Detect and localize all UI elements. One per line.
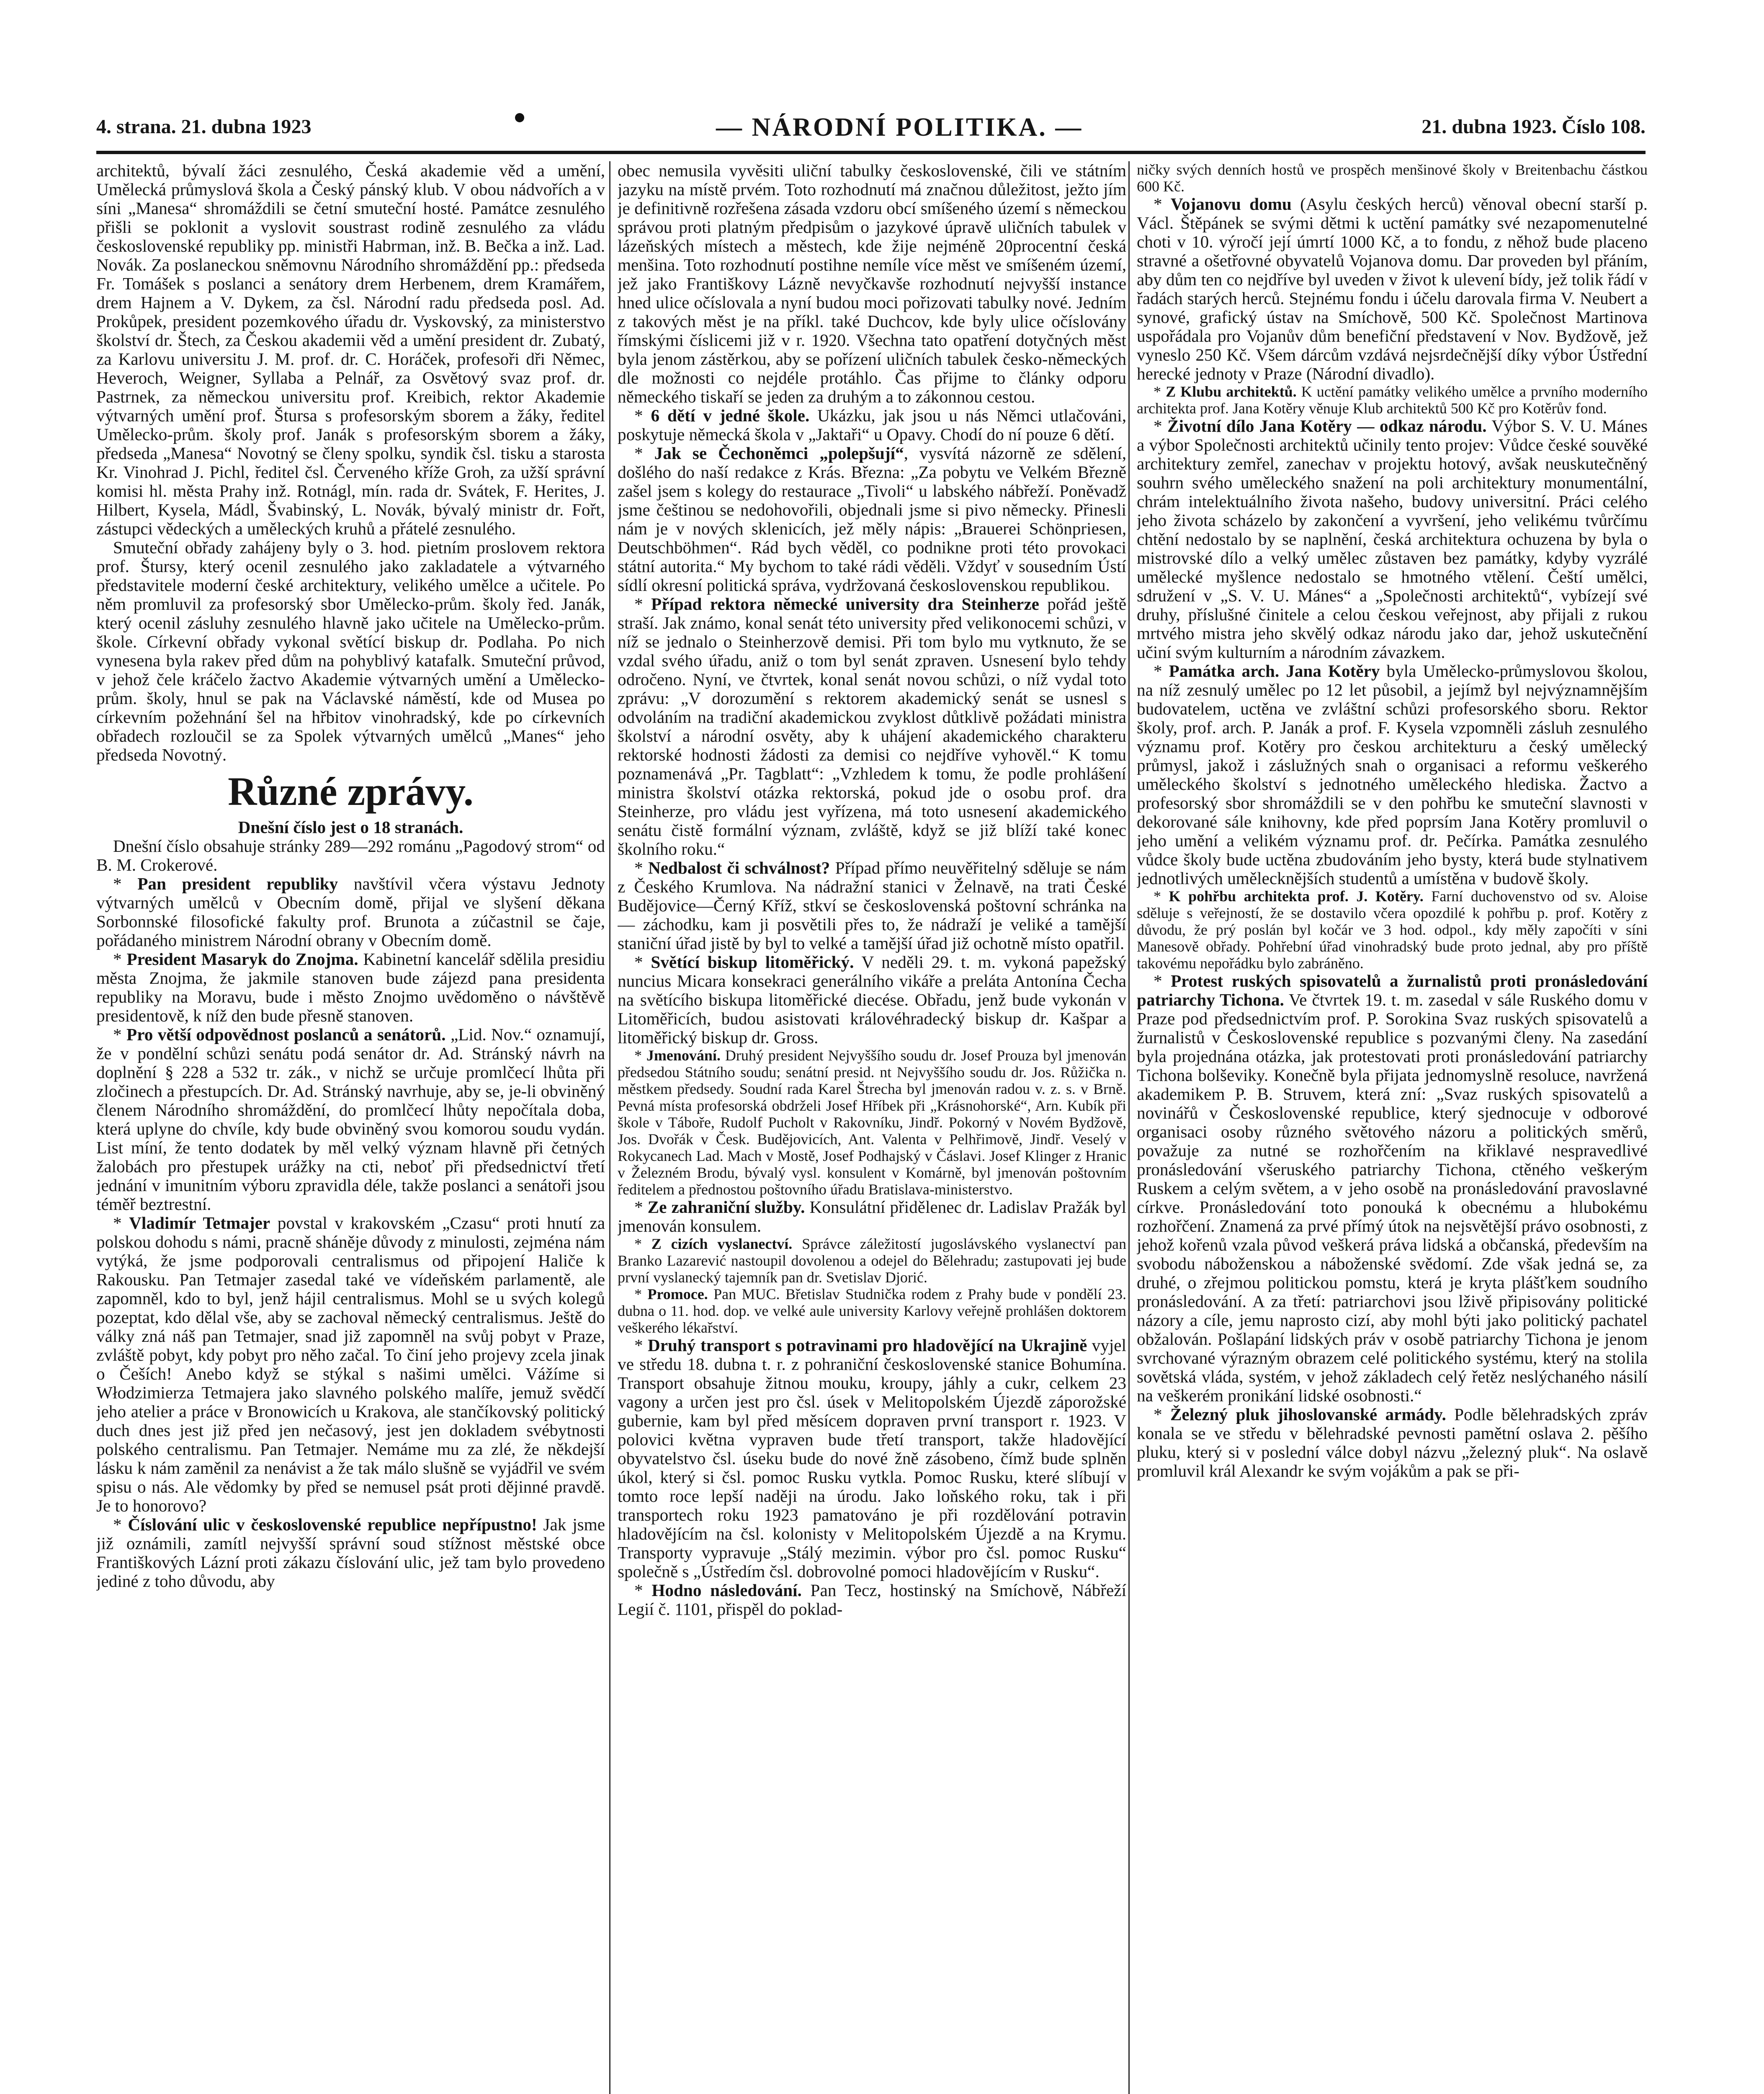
news-body: Kabinetní kancelář sdělila presidiu města Znojma, že jakmile stanoven bude zájezd pana presidenta republiky na Moravu, bude i město Znojmo uvědoměno o návštěvě presidentově, k níž den bude přesně stanoven. bbox=[96, 949, 605, 1025]
news-item: * Promoce. Pan MUC. Břetislav Studnička rodem z Prahy bude v pondělí 23. dubna o 11. hod. dop. ve velké aule university Karlovy veřejně prohlášen doktorem veškerého lékařství. bbox=[618, 1286, 1126, 1336]
news-body: Pan MUC. Břetislav Studnička rodem z Prahy bude v pondělí 23. dubna o 11. hod. dop. ve velké aule university Karlovy veřejně prohlášen doktorem veškerého lékařství. bbox=[618, 1286, 1126, 1336]
novel-note: Dnešní číslo obsahuje stránky 289—292 románu „Pagodový strom“ od B. M. Crokerové. bbox=[96, 836, 605, 874]
news-body: Případ přímo neuvěřitelný sděluje se nám z Českého Krumlova. Na nádražní stanici v Želnavě, na trati České Budějovice—Černý Kříž, stkví se československá poštovní schránka na — záchodku, kam ji posvětili přes to, že nádraží je veliké a tamější staniční úřad jistě by byl to velké a tamější úřad již ochotně místo opatřil. bbox=[618, 858, 1126, 953]
news-item: * Pan president republiky navštívil včera výstavu Jednoty výtvarných umělců v Obecním domě, přijal ve slyšení děkana Sorbonnské filosofické fakulty prof. Brunota a zúčastnil se čaje, pořádaného ministrem Národní obrany v Obecním domě. bbox=[96, 874, 605, 950]
news-headline: Jak se Čechoněmci „polepšují“ bbox=[654, 444, 904, 463]
article-funeral-ceremony: Smuteční obřady zahájeny byly o 3. hod. pietním proslovem rektora prof. Štursy, který ocenil zesnulého jako zakladatele a výtvarného představitele moderní české architektury, velikého umělce a učitele. Po něm promluvil za profesorský sbor Umělecko-prům. školy řed. Janák, který ocenil zásluhy zesnulého hlavně jako učitele na Umělecko-prům. škole. Církevní obřady vykonal světící biskup dr. Podlaha. Po nich vynesena byla rakev před dům na pohyblivý katafalk. Smuteční průvod, v jehož čele kráčelo žactvo Akademie výtvarných umění a Umělecko-prům. školy, hnul se pak na Václavské náměstí, kde od Musea po církevním požehnání šel na hřbitov vinohradský, kde po církevních obřadech rozloučil se za Spolek výtvarných umělců „Manes“ jeho předseda Novotný. bbox=[96, 538, 605, 764]
news-item: * K pohřbu architekta prof. J. Kotěry. Farní duchovenstvo od sv. Aloise sděluje s veřejností, že se dostavilo včera opozdilé k pohřbu p. prof. Kotěry z důvodu, že prý poslán byl kočár ve 3 hod. odpol., kdy měly započíti v síni Manesově obřady. Pohřební úřad vinohradský bude proto jednal, aby pro příště takovému nepořádku bylo zabráněno. bbox=[1137, 888, 1648, 972]
news-body: povstal v krakovském „Czasu“ proti hnutí za polskou dohodu s námi, pracně sháněje důvody z minulosti, zejména nám vytýká, že jsme podporovali centralismus od připojení Haliče k Rakousku. Pan Tetmajer zasedal také ve vídeňském parlamentě, ale zapomněl, kdo to byl, jenž hájil centralismus. Mohl se u svých kolegů pozeptat, kdo dělal vše, aby se zachoval německý centralismus. Ještě do války zná náš pan Tetmajer, snad již zapomněl na svůj pobyt v Praze, zvláště pobyt, kdy pobyt pro něho začal. To činí jeho projevy zcela jinak o Češích! Anebo když se stýkal s našimi umělci. Vážíme si Włodzimierza Tetmajera jako slavného polského malíře, jemuž svědčí jeho atelier a práce v Bronowicích u Krakova, ale stančíkovský politický duch dnes jest již před jen nečasový, jest jen dokladem svébytnosti polského centralismu. Pan Tetmajer. Nemáme mu za zlé, že někdejší lásku k nám zaměnil za nenávist a že tak málo slušně se vyjádřil ve svém spisu o nás. Ale vědomky by před se nemusel psát proti dějinné pravdě. Je to honorovo? bbox=[96, 1213, 605, 1515]
news-body: Jak jsme již oznámili, zamítl nejvyšší správní soud stížnost městské obce Františkových Lázní proti zákazu číslování ulic, jež tam bylo provedeno jediné z toho důvodu, aby bbox=[96, 1515, 605, 1591]
news-body: Ve čtvrtek 19. t. m. zasedal v sále Ruského domu v Praze pod předsednictvím prof. P. Sorokina Svaz ruských spisovatelů a žurnalistů v Československé republice s pozvanými členy. Na zasedání byla projednána otázka, jak protestovati proti pronásledování patriarchy Tichona bolševiky. Konečně byla přijata jednomyslně resoluce, navržená akademikem P. B. Struvem, která zní: „Svaz ruských spisovatelů a novinářů v Československé republice, který sjednocuje v odborové organisaci osoby různého světového názoru a politických směrů, považuje za nutné se rozhořčením na křiklavé nespravedlivé pronásledování všeruského patriarchy Tichona, ctěného veškerým Ruskem a celým světem, a v jeho osobě na pronásledování pravoslavné církve. Pronásledování toto ponouká k obecnému a hlubokému rozhořčení. Znamená za prvé přímý útok na nejsvětější právo osobnosti, z jehož kořenů vzala původ veškerá práva lidská a občanská, především na svobodu náboženskou a náboženské svědomí. Zde však jedná se, za druhé, o zřejmou politickou pomstu, která je kryta plášťkem soudního pronásledování. A za třetí: patriarchovi jsou lživě připisovány politické názory a cíle, jemu naprosto cizí, aby mohl býti jako politický pachatel obžalován. Pošlapání lidských práv v osobě patriarchy Tichona je jenom svrchované výrazným obrazem celé politického systému, který na stolila sovětská vláda, systém, v jehož základech celý řetěz neslýchaného násilí na veškerém pronikání lidské osobnosti.“ bbox=[1137, 990, 1648, 1405]
news-headline: President Masaryk do Znojma. bbox=[126, 949, 358, 969]
header-date-issue: 21. dubna 1923. Číslo 108. bbox=[1422, 116, 1646, 138]
news-headline: Protest ruských spisovatelů a žurnalistů proti pronásledování patriarchy Tichona. bbox=[1137, 971, 1648, 1009]
news-body: Ukázku, jak jsou u nás Němci utlačováni, poskytuje německá škola v „Jaktaři“ u Opavy. Chodí do ní pouze 6 dětí. bbox=[618, 406, 1126, 444]
news-headline: Pan president republiky bbox=[137, 874, 338, 893]
masthead-title: — NÁRODNÍ POLITIKA. — bbox=[716, 113, 1083, 142]
news-headline: Pro větší odpovědnost poslanců a senátorů. bbox=[126, 1025, 446, 1044]
news-headline: Nedbalost či schválnost? bbox=[648, 858, 830, 877]
news-item: * Protest ruských spisovatelů a žurnalistů proti pronásledování patriarchy Tichona. Ve čtvrtek 19. t. m. zasedal v sále Ruského domu v Praze pod předsednictvím prof. P. Sorokina Svaz ruských spisovatelů a žurnalistů v Československé republice s pozvanými členy. Na zasedání byla projednána otázka, jak protestovati proti pronásledování patriarchy Tichona bolševiky. Konečně byla přijata jednomyslně resoluce, navržená akademikem P. B. Struvem, která zní: „Svaz ruských spisovatelů a novinářů v Československé republice, který sjednocuje v odborové organisaci osoby různého světového názoru a politických směrů, považuje za nutné se rozhořčením na křiklavé nespravedlivé pronásledování všeruského patriarchy Tichona, ctěného veškerým Ruskem a celým světem, a v jeho osobě na pronásledování pravoslavné církve. Pronásledování toto ponouká k obecnému a hlubokému rozhořčení. Znamená za prvé přímý útok na nejsvětější právo osobnosti, z jehož kořenů vzala původ veškerá práva lidská a občanská, především na svobodu náboženskou a náboženské svědomí. Zde však jedná se, za druhé, o zřejmou politickou pomstu, která je kryta plášťkem soudního pronásledování. A za třetí: patriarchovi jsou lživě připisovány politické názory a cíle, jemu naprosto cizí, aby mohl býti jako politický pachatel obžalován. Pošlapání lidských práv v osobě patriarchy Tichona je jenom svrchované výrazným obrazem celé politického systému, který na stolila sovětská vláda, systém, v jehož základech celý řetěz neslýchaného násilí na veškerém pronikání lidské osobnosti.“ bbox=[1137, 971, 1648, 1405]
news-item: * Pro větší odpovědnost poslanců a senátorů. „Lid. Nov.“ oznamují, že v pondělní schůzi senátu podá senátor dr. Ad. Stránský návrh na doplnění § 228 a 532 tr. zák., v nichž se určuje promlčecí lhůta při zločinech a přestupcích. Dr. Ad. Stránský navrhuje, aby se, je-li obviněný členem Národního shromáždění, do promlčecí lhůty nepočítala doba, která uplyne do chvíle, kdy bude obviněný svou komorou soudu vydán. List míní, že tento dodatek by měl velký význam hlavně při četných žalobách pro přestupek urážky na cti, neboť při předsednictví třetí jednání v imunitním výboru zpravidla déle, takže poslanci a senátoři jsou téměř beztrestní. bbox=[96, 1025, 605, 1214]
news-body: „Lid. Nov.“ oznamují, že v pondělní schůzi senátu podá senátor dr. Ad. Stránský návrh na doplnění § 228 a 532 tr. zák., v nichž se určuje promlčecí lhůta při zločinech a přestupcích. Dr. Ad. Stránský navrhuje, aby se, je-li obviněný členem Národního shromáždění, do promlčecí lhůty nepočítala doba, která uplyne do chvíle, kdy bude obviněný svou komorou soudu vydán. List míní, že tento dodatek by měl velký význam hlavně při četných žalobách pro přestupek urážky na cti, neboť při předsednictví třetí jednání v imunitním výboru zpravidla déle, takže poslanci a senátoři jsou téměř beztrestní. bbox=[96, 1025, 605, 1214]
news-headline: Vojanovu domu bbox=[1170, 194, 1292, 214]
news-headline: Z Klubu architektů. bbox=[1166, 383, 1297, 400]
news-body: byla Umělecko-průmyslovou školou, na níž zesnulý umělec po 12 let působil, a jejímž byl nejvýznamnějším budovatelem, uctěna ve zvláštní schůzi profesorského sboru. Rektor školy, prof. arch. P. Janák a prof. F. Kysela vzpomněli zásluh zesnulého významu prof. Kotěry pro českou architekturu a český umělecký průmysl, jakož i záslužných snah o organisaci a reformu veškerého uměleckého školství s jednotného uměleckého hlediska. Žactvo a profesorský sbor shromáždili se v den pohřbu ke smuteční slavnosti v dekorované sále knihovny, kde před poprsím Jana Kotěry promluvil o jeho umění a velikém významu prof. dr. Pečírka. Památka zesnulého vůdce školy bude uctěna zbudováním jeho bysty, která bude stylnativem jednotlivých umělecknějších studentů a umístěna v budově školy. bbox=[1137, 661, 1648, 888]
column-divider bbox=[609, 161, 610, 2094]
news-item: * President Masaryk do Znojma. Kabinetní kancelář sdělila presidiu města Znojma, že jakmile stanoven bude zájezd pana presidenta republiky na Moravu, bude i město Znojmo uvědoměno o návštěvě presidentově, k níž den bude přesně stanoven. bbox=[96, 949, 605, 1025]
column-3 bbox=[1137, 161, 1648, 2094]
header-rule bbox=[96, 151, 1646, 154]
news-headline: Z cizích vyslanectví. bbox=[651, 1235, 793, 1252]
news-body: (Asylu českých herců) věnoval obecní starší p. Václ. Štěpánek se svými dětmi k uctění památky své nezapomenutelné choti v 10. výročí její úmrtí 1000 Kč, a to fondu, z něhož bude placeno stravné a ošetřovné obyvatelů Vojanova domu. Dar proveden byl přáním, aby dům ten co nejdříve byl uveden v život k ulevení bídy, jež tolik řádí v řadách starých herců. Stejnému fondu i účelu darovala firma V. Neubert a synové, grafický ústav na Smíchově, 500 Kč. Společnost Martinova uspořádala pro Vojanův dům benefiční představení v Nov. Bydžově, jež vyneslo 250 Kč. Všem dárcům vzdává nejsrdečnější díky výbor Ústřední herecké jednoty v Praze (Národní divadlo). bbox=[1137, 194, 1648, 383]
news-item: * Světící biskup litoměřický. V neděli 29. t. m. vykoná papežský nuncius Micara konsekraci generálního vikáře a preláta Antonína Čecha na světícího biskupa litoměřické diecése. Obřadu, jenž bude vykonán v Litoměřicích, budou asistovati královéhradecký biskup dr. Kašpar a litoměřický biskup dr. Gross. bbox=[618, 952, 1126, 1047]
news-body: Správce záležitostí jugoslávského vyslanectví pan Branko Lazarević nastoupil dovolenou a odejel do Bělehradu; zastupovati jej bude první vyslanecký tajemník pan dr. Svetislav Djorić. bbox=[618, 1235, 1126, 1286]
column-divider bbox=[1128, 161, 1130, 2094]
news-item: * Ze zahraniční služby. Konsulátní přidělenec dr. Ladislav Pražák byl jmenován konsulem. bbox=[618, 1197, 1126, 1235]
news-item: * Vojanovu domu (Asylu českých herců) věnoval obecní starší p. Václ. Štěpánek se svými dětmi k uctění památky své nezapomenutelné choti v 10. výročí její úmrtí 1000 Kč, a to fondu, z něhož bude placeno stravné a ošetřovné obyvatelů Vojanova domu. Dar proveden byl přáním, aby dům ten co nejdříve byl uveden v život k ulevení bídy, jež tolik řádí v řadách starých herců. Stejnému fondu i účelu darovala firma V. Neubert a synové, grafický ústav na Smíchově, 500 Kč. Společnost Martinova uspořádala pro Vojanův dům benefiční představení v Nov. Bydžově, jež vyneslo 250 Kč. Všem dárcům vzdává nejsrdečnější díky výbor Ústřední herecké jednoty v Praze (Národní divadlo). bbox=[1137, 194, 1648, 383]
column-2 bbox=[618, 161, 1126, 2094]
news-item: * Hodno následování. Pan Tecz, hostinský na Smíchově, Nábřeží Legií č. 1101, přispěl do poklad- bbox=[618, 1581, 1126, 1619]
news-body: Výbor S. V. U. Mánes a výbor Společnosti architektů učinily tento projev: Vůdce české souvěké architektury zemřel, zanechav v projektu hotový, avšak neuskutečněný souhrn svého uměleckého snažení na poli architektury monumentální, chrám intelektuálního života našeho, budovy universitní. Práci celého jeho života scházelo by zakončení a vyvršení, jeho velikému tvůrčímu chtění nedostalo by se naplnění, česká architektura ochuzena by byla o mistrovské dílo a velký umělec zůstaven bez památky, kdyby vyzrálé umělecké myšlence nedostalo se hmotného vtělení. Čeští umělci, sdružení v „S. V. U. Mánes“ a „Společnosti architektů“, vybízejí své druhy, příslušné činitele a celou českou veřejnost, aby přijali z rukou mrtvého mistra jeho skvělý odkaz národu jako dar, jehož uskutečnění učiní svým kulturním a národním závazkem. bbox=[1137, 416, 1648, 662]
news-headline: Promoce. bbox=[647, 1286, 708, 1302]
news-item: * Životní dílo Jana Kotěry — odkaz národu. Výbor S. V. U. Mánes a výbor Společnosti architektů učinily tento projev: Vůdce české souvěké architektury zemřel, zanechav v projektu hotový, avšak neuskutečněný souhrn svého uměleckého snažení na poli architektury monumentální, chrám intelektuálního života našeho, budovy universitní. Práci celého jeho života scházelo by zakončení a vyvršení, jeho velikému tvůrčímu chtění nedostalo by se naplnění, česká architektura ochuzena by byla o mistrovské dílo a velký umělec zůstaven bez památky, kdyby vyzrálé umělecké myšlence nedostalo se hmotného vtělení. Čeští umělci, sdružení v „S. V. U. Mánes“ a „Společnosti architektů“, vybízejí své druhy, příslušné činitele a celou českou veřejnost, aby přijali z rukou mrtvého mistra jeho skvělý odkaz národu jako dar, jehož uskutečnění učiní svým kulturním a národním závazkem. bbox=[1137, 416, 1648, 662]
news-body: pořád ještě straší. Jak známo, konal senát této university před velikonocemi schůzi, v níž se jednalo o Steinherzově demisi. Při tom bylo mu vytknuto, že se vzdal svého úřadu, aniž o tom byl senát zpraven. Usnesení bylo tehdy odročeno. Nyní, ve čtvrtek, konal senát novou schůzi, o níž vydal toto zprávu: „V dorozumění s rektorem akademický senát se usnesl s odvoláním na tradiční akademickou zvyklost důtklivě požádati ministra školství a národní osvěty, aby k uhájení akademického charakteru rektorské hodnosti žádosti za demisi co nejdříve vyhověl.“ K tomu poznamenává „Pr. Tagblatt“: „Vzhledem k tomu, že podle prohlášení ministra školství otázka rektorská, pokud jde o osobu prof. dra Steinherze, pro vládu jest vyřízena, má toto usnesení akademického senátu čistě formální význam, zvláště, když se již blíží také konec školního roku.“ bbox=[618, 594, 1126, 859]
news-body: Druhý president Nejvyššího soudu dr. Josef Prouza byl jmenován předsedou Státního soudu; senátní presid. nt Nejvyššího soudu dr. Jos. Růžička n. městkem předsedy. Soudní rada Karel Štrecha byl jmenován radou v. z. s. v Brně. Pevná místa profesorská obdrželi Josef Hříbek při „Krásnohorské“, Arn. Kubík při škole v Táboře, Rudolf Pucholt v Rakovníku, Jindř. Pokorný v Novém Bydžově, Jos. Dvořák v Česk. Budějovicích, Ant. Valenta v Pelhřimově, Jindř. Veselý v Rokycanech Lad. Mach v Mostě, Josef Podhajský v Čáslavi. Josef Klinger z Hranic v Železném Brodu, bývalý vysl. konsulent v Komárně, byl jmenován poštovním ředitelem a přednostou poštovního úřadu Bratislava-ministerstvo. bbox=[618, 1047, 1126, 1198]
news-item: * Vladimír Tetmajer povstal v krakovském „Czasu“ proti hnutí za polskou dohodu s námi, pracně sháněje důvody z minulosti, zejména nám vytýká, že jsme podporovali centralismus od připojení Haliče k Rakousku. Pan Tetmajer zasedal také ve vídeňském parlamentě, ale zapomněl, kdo to byl, jenž hájil centralismus. Mohl se u svých kolegů pozeptat, kdo dělal vše, aby se zachoval německý centralismus. Ještě do války zná náš pan Tetmajer, snad již zapomněl na svůj pobyt v Praze, zvláště pobyt, kdy pobyt pro něho začal. To činí jeho projevy zcela jinak o Češích! Anebo když se stýkal s našimi umělci. Vážíme si Włodzimierza Tetmajera jako slavného polského malíře, jemuž svědčí jeho atelier a práce v Bronowicích u Krakova, ale stančíkovský politický duch dnes jest již před jen nečasový, jest jen dokladem svébytnosti polského centralismu. Pan Tetmajer. Nemáme mu za zlé, že někdejší lásku k nám zaměnil za nenávist a že tak málo slušně se vyjádřil ve svém spisu o nás. Ale vědomky by před se nemusel psát proti dějinné pravdě. Je to honorovo? bbox=[96, 1213, 605, 1515]
column-1 bbox=[96, 161, 605, 2094]
news-headline: Památka arch. Jana Kotěry bbox=[1169, 661, 1380, 681]
news-continuation: obec nemusila vyvěsiti uliční tabulky československé, čili ve státním jazyku na místě prvém. Toto rozhodnutí má značnou důležitost, ježto jím je definitivně rozřešena zásada vzdoru obcí smíšeného území s německou správou proti platným předpisům o jazykové úpravě uličních tabulek v lázeňských místech a městech, kde žije nejméně 20procentní česká menšina. Toto rozhodnutí postihne nemíle více měst ve smíšeném území, jež jako Františkovy Lázně nevyčkavše rozhodnutí nejvyšší instance hned ulice očíslovala a nyní budou moci pořizovati tabulky nové. Jedním z takových měst je na příkl. také Duchcov, kde byly ulice očíslovány římskými číslicemi již v r. 1920. Všechna tato opatření dotyčných měst byla jenom zástěrkou, aby se pořízení uličních tabulek česko-německých dle možnosti co nejdéle protáhlo. Čas přijme to články odporu německého tiskaří se jeden za druhým a to zákonnou cestou. bbox=[618, 161, 1126, 406]
news-item: * Nedbalost či schválnost? Případ přímo neuvěřitelný sděluje se nám z Českého Krumlova. Na nádražní stanici v Želnavě, na trati České Budějovice—Černý Kříž, stkví se československá poštovní schránka na — záchodku, kam ji posvětili přes to, že nádraží je veliké a tamější staniční úřad jistě by byl to velké a tamější úřad již ochotně místo opatřil. bbox=[618, 858, 1126, 953]
news-headline: Životní dílo Jana Kotěry — odkaz národu. bbox=[1167, 416, 1487, 436]
news-continuation: ničky svých denních hostů ve prospěch menšinové školy v Breitenbachu částkou 600 Kč. bbox=[1137, 161, 1648, 195]
news-headline: Jmenování. bbox=[646, 1047, 721, 1064]
news-body: Farní duchovenstvo od sv. Aloise sděluje s veřejností, že se dostavilo včera opozdilé k pohřbu p. prof. Kotěry z důvodu, že prý poslán byl kočár ve 3 hod. odpol., kdy měly započíti v síni Manesově obřady. Pohřební úřad vinohradský bude proto jednal, aby pro příště takovému nepořádku bylo zabráněno. bbox=[1137, 888, 1648, 972]
news-item: * Číslování ulic v československé republice nepřípustno! Jak jsme již oznámili, zamítl nejvyšší správní soud stížnost městské obce Františkových Lázní proti zákazu číslování ulic, jež tam bylo provedeno jediné z toho důvodu, aby bbox=[96, 1515, 605, 1591]
news-item: * Z cizích vyslanectví. Správce záležitostí jugoslávského vyslanectví pan Branko Lazarević nastoupil dovolenou a odejel do Bělehradu; zastupovati jej bude první vyslanecký tajemník pan dr. Svetislav Djorić. bbox=[618, 1235, 1126, 1286]
news-body: Podle bělehradských zpráv konala se ve středu v bělehradské pevnosti pamětní oslava 2. pěšího pluku, který si v poslední válce dobyl názvu „železný pluk“. Na oslavě promluvil král Alexandr ke svým vojákům a pak se při- bbox=[1137, 1405, 1648, 1480]
news-headline: Ze zahraniční služby. bbox=[647, 1197, 805, 1217]
news-item: * Druhý transport s potravinami pro hladovějící na Ukrajině vyjel ve středu 18. dubna t. r. z pohraniční československé stanice Bohumína. Transport obsahuje žitnou mouku, kroupy, jáhly a cukr, celkem 23 vagony a určen jest pro čsl. úsek v Melitopolském Újezdě záporožské gubernie, kam byl před měsícem dopraven první transport r. 1923. V polovici května vypraven bude třetí transport, takže hladovějící obyvatelstvo čsl. úseku bude do nové žně zásobeno, čímž bude splněn úkol, který si čsl. pomoc Rusku vytkla. Pomoc Rusku, které slíbují v tomto roce lepší naději na úrodu. Jako loňského roku, tak i při transportech roku 1923 pamatováno je při rozdělování potravin hladovějícím na čsl. kolonisty v Melitopolském Újezdě a na Krymu. Transporty vypravuje „Stálý mezimin. výbor pro čsl. pomoc Rusku“ společně s „Ústředím čsl. dobrovolné pomoci hladovějícím v Rusku“. bbox=[618, 1336, 1126, 1581]
news-item: * Jmenování. Druhý president Nejvyššího soudu dr. Josef Prouza byl jmenován předsedou Státního soudu; senátní presid. nt Nejvyššího soudu dr. Jos. Růžička n. městkem předsedy. Soudní rada Karel Štrecha byl jmenován radou v. z. s. v Brně. Pevná místa profesorská obdrželi Josef Hříbek při „Krásnohorské“, Arn. Kubík při škole v Táboře, Rudolf Pucholt v Rakovníku, Jindř. Pokorný v Novém Bydžově, Jos. Dvořák v Česk. Budějovicích, Ant. Valenta v Pelhřimově, Jindř. Veselý v Rokycanech Lad. Mach v Mostě, Josef Podhajský v Čáslavi. Josef Klinger z Hranic v Železném Brodu, bývalý vysl. konsulent v Komárně, byl jmenován poštovním ředitelem a přednostou poštovního úřadu Bratislava-ministerstvo. bbox=[618, 1047, 1126, 1198]
news-headline: Případ rektora německé university dra Steinherze bbox=[651, 594, 1039, 614]
page-header bbox=[96, 115, 1646, 153]
header-page-date: 4. strana. 21. dubna 1923 bbox=[96, 116, 312, 138]
news-body: vyjel ve středu 18. dubna t. r. z pohraniční československé stanice Bohumína. Transport obsahuje žitnou mouku, kroupy, jáhly a cukr, celkem 23 vagony a určen jest pro čsl. úsek v Melitopolském Újezdě záporožské gubernie, kam byl před měsícem dopraven první transport r. 1923. V polovici května vypraven bude třetí transport, takže hladovějící obyvatelstvo čsl. úseku bude do nové žně zásobeno, čímž bude splněn úkol, který si čsl. pomoc Rusku vytkla. Pomoc Rusku, které slíbují v tomto roce lepší naději na úrodu. Jako loňského roku, tak i při transportech roku 1923 pamatováno je při rozdělování potravin hladovějícím na čsl. kolonisty v Melitopolském Újezdě a na Krymu. Transporty vypravuje „Stálý mezimin. výbor pro čsl. pomoc Rusku“ společně s „Ústředím čsl. dobrovolné pomoci hladovějícím v Rusku“. bbox=[618, 1336, 1126, 1581]
news-headline: Druhý transport s potravinami pro hladovějící na Ukrajině bbox=[648, 1336, 1087, 1355]
section-heading: Různé zprávy. bbox=[228, 769, 474, 814]
news-body: V neděli 29. t. m. vykoná papežský nuncius Micara konsekraci generálního vikáře a preláta Antonína Čecha na světícího biskupa litoměřické diecése. Obřadu, jenž bude vykonán v Litoměřicích, budou asistovati královéhradecký biskup dr. Kašpar a litoměřický biskup dr. Gross. bbox=[618, 952, 1126, 1047]
news-item: * 6 dětí v jedné škole. Ukázku, jak jsou u nás Němci utlačováni, poskytuje německá škola v „Jaktaři“ u Opavy. Chodí do ní pouze 6 dětí. bbox=[618, 406, 1126, 444]
article-funeral-attendees: architektů, bývalí žáci zesnulého, Česká akademie věd a umění, Umělecká průmyslová škola a Český pánský klub. V obou nádvořích a v síni „Manesa“ shromáždili se četní smuteční hosté. Památce zesnulého přišli se poklonit a vyslovit soustrast rodině zesnulého za vládu československé republiky pp. ministři Habrman, inž. B. Bečka a inž. Lad. Novák. Za poslaneckou sněmovnu Národního shromáždění pp.: předseda Fr. Tomášek s poslanci a senátory drem Herbenem, drem Kramářem, drem Hajnem a V. Dykem, za čsl. Národní radu předseda posl. Ad. Prokůpek, president pozemkového úřadu dr. Vyskovský, za ministerstvo školství dr. Štech, za Českou akademii věd a umění president dr. Zubatý, za Karlovu universitu J. M. prof. dr. C. Horáček, profesoři dři Němec, Heveroch, Weigner, Syllaba a Pelnář, za Osvětový svaz prof. dr. Pastrnek, za německou universitu prof. Kreibich, rektor Akademie výtvarných umění prof. Štursa s profesorským sborem a žáky, ředitel Umělecko-prům. školy prof. Janák s profesorským sborem a žáky, předseda „Manesa“ Novotný se členy spolku, syndik čsl. tisku a starosta Kr. Vinohrad J. Pichl, ředitel čsl. Červeného kříže Groh, za užší správní komisi hl. města Prahy inž. Rotnágl, mín. rada dr. Svátek, F. Herites, J. Hilbert, Kysela, Mádl, Švabinský, L. Novák, bývalý ministr dr. Fořt, zástupci vědeckých a uměleckých kruhů a přátelé zesnulého. bbox=[96, 161, 605, 538]
news-body: navštívil včera výstavu Jednoty výtvarných umělců v Obecním domě, přijal ve slyšení děkana Sorbonnské filosofické fakulty prof. Brunota a zúčastnil se čaje, pořádaného ministrem Národní obrany v Obecním domě. bbox=[96, 874, 605, 950]
news-body: , vysvítá názorně ze sdělení, došlého do naší redakce z Krás. Března: „Za pobytu ve Velkém Březně zašel jsem s kolegy do restaurace „Tivoli“ u labského nábřeží. Poněvadž jsme češtinou se nedohovořili, objednali jsme si pivo německy. Přinesli nám je v nových sklenicích, jež měly nápis: „Brauerei Schönpriesen, Deutschböhmen“. Rád bych věděl, co podnikne proti této provokaci státní autorita.“ My bychom to také rádi věděli. Vždyť v sousedním Ústí sídlí okresní politická správa, vydržovaná československou republikou. bbox=[618, 444, 1126, 595]
news-headline: Vladimír Tetmajer bbox=[129, 1213, 270, 1233]
news-headline: Železný pluk jihoslovanské armády. bbox=[1170, 1405, 1446, 1424]
news-headline: Hodno následování. bbox=[652, 1581, 802, 1600]
news-item: * Památka arch. Jana Kotěry byla Umělecko-průmyslovou školou, na níž zesnulý umělec po 12 let působil, a jejímž byl nejvýznamnějším budovatelem, uctěna ve zvláštní schůzi profesorského sboru. Rektor školy, prof. arch. P. Janák a prof. F. Kysela vzpomněli zásluh zesnulého významu prof. Kotěry pro českou architekturu a český umělecký průmysl, jakož i záslužných snah o organisaci a reformu veškerého uměleckého školství s jednotného uměleckého hlediska. Žactvo a profesorský sbor shromáždili se v den pohřbu ke smuteční slavnosti v dekorované sále knihovny, kde před poprsím Jana Kotěry promluvil o jeho umění a velikém významu prof. dr. Pečírka. Památka zesnulého vůdce školy bude uctěna zbudováním jeho bysty, která bude stylnativem jednotlivých umělecknějších studentů a umístěna v budově školy. bbox=[1137, 661, 1648, 888]
news-body: K uctění památky velikého umělce a prvního moderního architekta prof. Jana Kotěry věnuje Klub architektů 500 Kč pro Kotěrův fond. bbox=[1137, 383, 1648, 417]
news-headline: 6 dětí v jedné škole. bbox=[651, 406, 810, 425]
news-item: * Jak se Čechoněmci „polepšují“, vysvítá názorně ze sdělení, došlého do naší redakce z Krás. Března: „Za pobytu ve Velkém Březně zašel jsem s kolegy do restaurace „Tivoli“ u labského nábřeží. Poněvadž jsme češtinou se nedohovořili, objednali jsme si pivo německy. Přinesli nám je v nových sklenicích, jež měly nápis: „Brauerei Schönpriesen, Deutschböhmen“. Rád bych věděl, co podnikne proti této provokaci státní autorita.“ My bychom to také rádi věděli. Vždyť v sousedním Ústí sídlí okresní politická správa, vydržovaná československou republikou. bbox=[618, 444, 1126, 595]
news-item: * Případ rektora německé university dra Steinherze pořád ještě straší. Jak známo, konal senát této university před velikonocemi schůzi, v níž se jednalo o Steinherzově demisi. Při tom bylo mu vytknuto, že se vzdal svého úřadu, aniž o tom byl senát zpraven. Usnesení bylo tehdy odročeno. Nyní, ve čtvrtek, konal senát novou schůzi, o níž vydal toto zprávu: „V dorozumění s rektorem akademický senát se usnesl s odvoláním na tradiční akademickou zvyklost důtklivě požádati ministra školství a národní osvěty, aby k uhájení akademického charakteru rektorské hodnosti žádosti za demisi co nejdříve vyhověl.“ K tomu poznamenává „Pr. Tagblatt“: „Vzhledem k tomu, že podle prohlášení ministra školství otázka rektorská, pokud jde o osobu prof. dra Steinherze, pro vládu jest vyřízena, má toto usnesení akademického senátu čistě formální význam, zvláště, když se již blíží také konec školního roku.“ bbox=[618, 594, 1126, 859]
news-headline: Světící biskup litoměřický. bbox=[651, 952, 854, 972]
news-body: Konsulátní přidělenec dr. Ladislav Pražák byl jmenován konsulem. bbox=[618, 1197, 1126, 1235]
news-item: * Z Klubu architektů. K uctění památky velikého umělce a prvního moderního architekta prof. Jana Kotěry věnuje Klub architektů 500 Kč pro Kotěrův fond. bbox=[1137, 383, 1648, 417]
news-item: * Železný pluk jihoslovanské armády. Podle bělehradských zpráv konala se ve středu v bělehradské pevnosti pamětní oslava 2. pěšího pluku, který si v poslední válce dobyl názvu „železný pluk“. Na oslavě promluvil král Alexandr ke svým vojákům a pak se při- bbox=[1137, 1405, 1648, 1480]
news-body: Pan Tecz, hostinský na Smíchově, Nábřeží Legií č. 1101, přispěl do poklad- bbox=[618, 1581, 1126, 1619]
news-headline: Číslování ulic v československé republice nepřípustno! bbox=[128, 1515, 537, 1534]
pages-note: Dnešní číslo jest o 18 stranách. bbox=[238, 817, 464, 837]
news-headline: K pohřbu architekta prof. J. Kotěry. bbox=[1169, 888, 1424, 905]
